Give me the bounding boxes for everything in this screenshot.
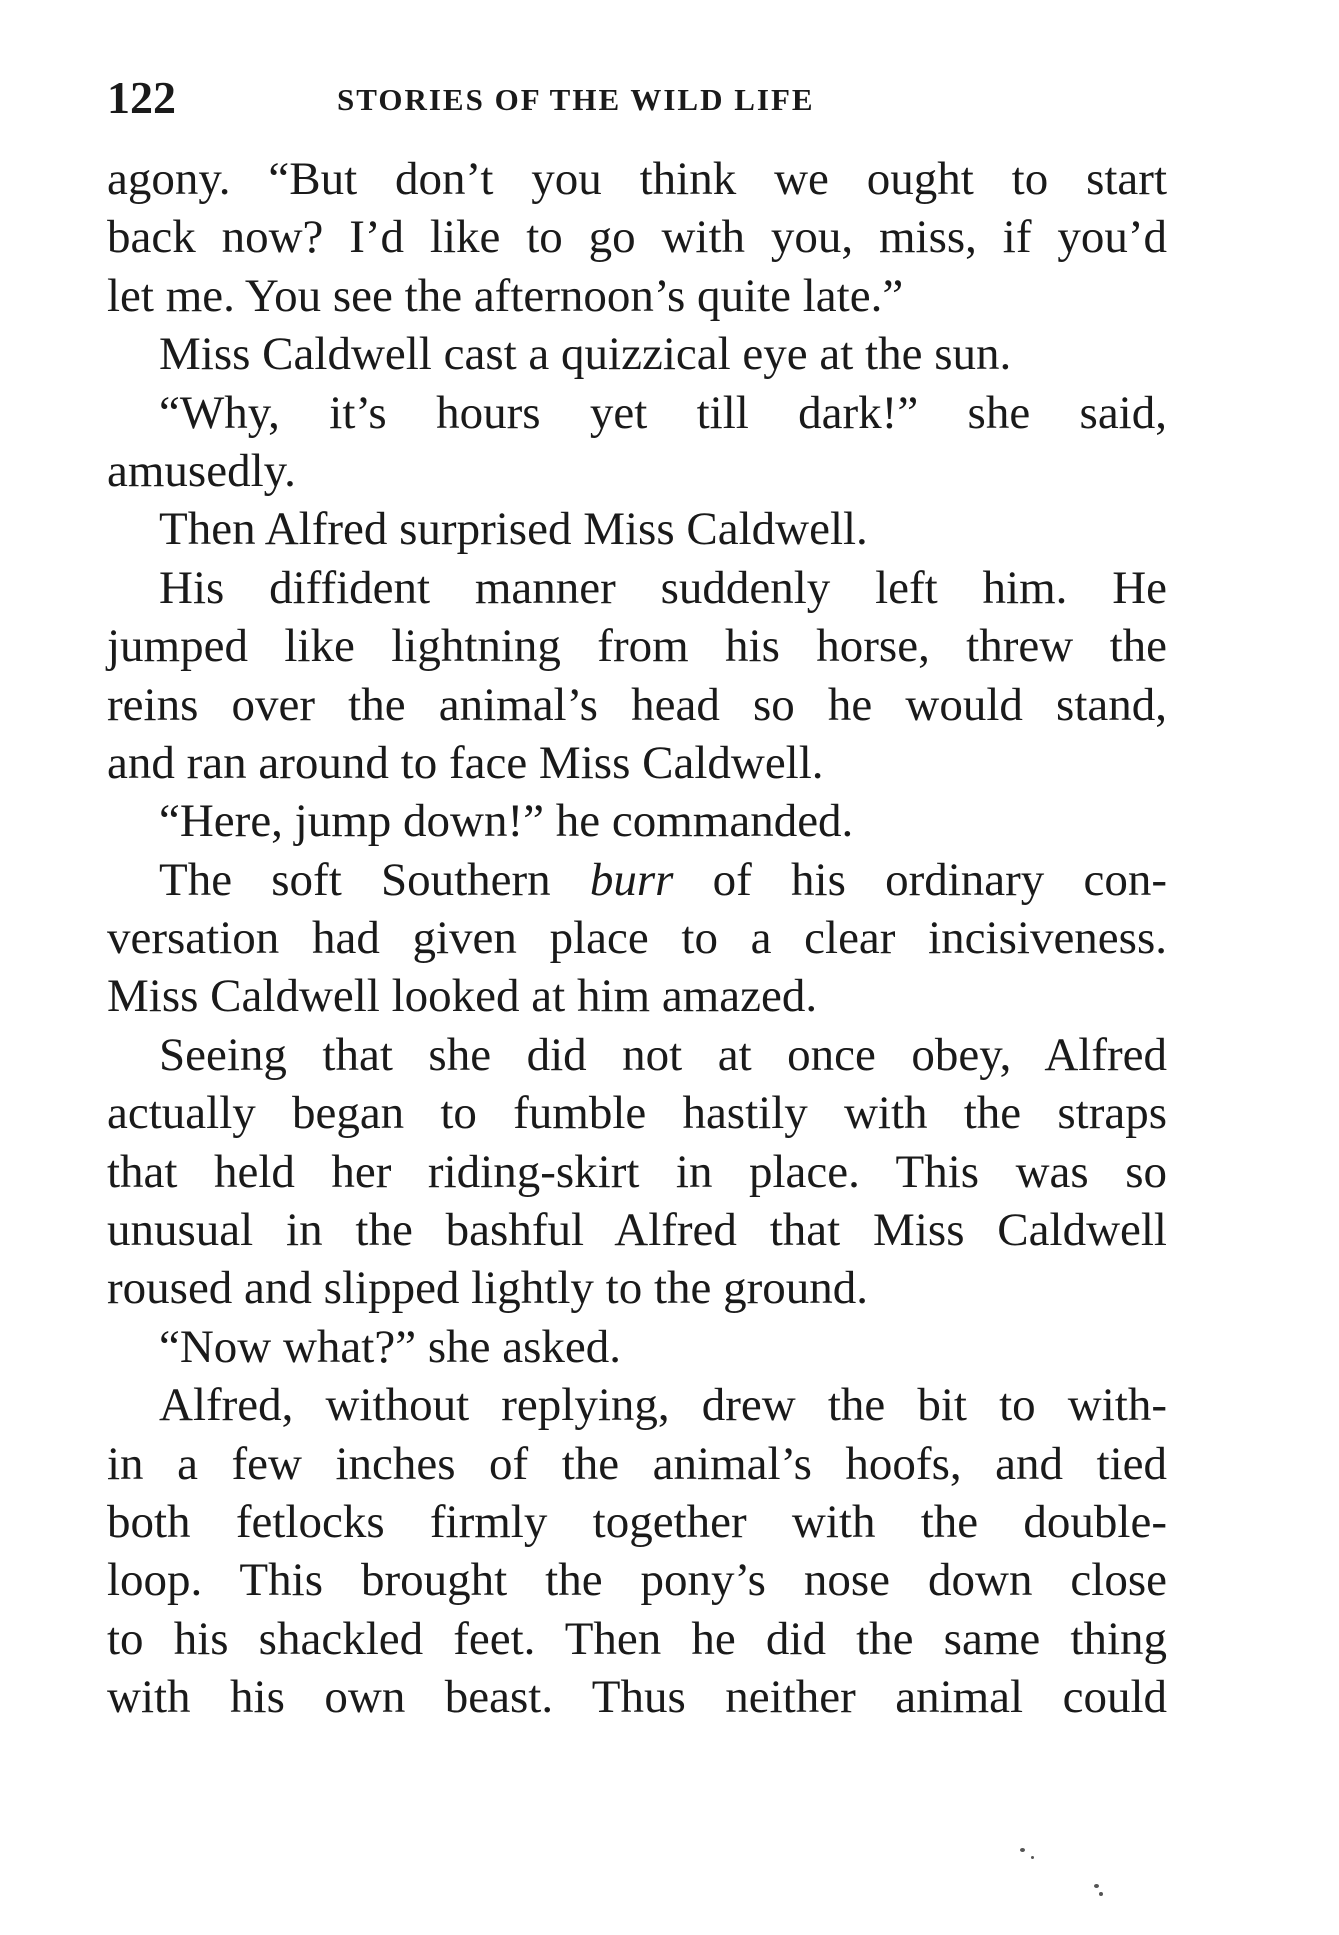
line-text: with his own beast. Thus neither animal could [107, 1671, 1167, 1724]
page-number: 122 [107, 72, 176, 123]
text-line [107, 1551, 1167, 1609]
scan-speck [1020, 1848, 1025, 1852]
text-line [107, 150, 1167, 208]
line-text: to his shackled feet. Then he did the same thing [107, 1612, 1167, 1665]
line-text: reins over the animal’s head so he would stand, [107, 678, 1167, 731]
running-head [107, 68, 1167, 128]
text-line [107, 325, 1167, 383]
text-line [107, 559, 1167, 617]
running-title: STORIES OF THE WILD LIFE [337, 82, 815, 117]
line-text: that held her riding-skirt in place. This was so [107, 1145, 1167, 1198]
text-line [107, 1376, 1167, 1434]
line-text: loop. This brought the pony’s nose down close [107, 1554, 1167, 1607]
scan-speck [1094, 1884, 1099, 1888]
body-text [107, 150, 1167, 1727]
text-line [107, 208, 1167, 266]
line-text: Seeing that she did not at once obey, Alfred [159, 1028, 1167, 1081]
line-text: and ran around to face Miss Caldwell. [107, 736, 824, 789]
line-text: Miss Caldwell cast a quizzical eye at the sun. [159, 328, 1012, 381]
line-text: Then Alfred surprised Miss Caldwell. [159, 503, 868, 556]
line-text: jumped like lightning from his horse, threw the [107, 620, 1167, 673]
text-line [107, 1435, 1167, 1493]
text-line [107, 617, 1167, 675]
line-text: actually began to fumble hastily with the straps [107, 1087, 1167, 1140]
line-text: in a few inches of the animal’s hoofs, and tied [107, 1437, 1167, 1490]
line-text: back now? I’d like to go with you, miss, if you’d [107, 211, 1167, 264]
text-line [107, 734, 1167, 792]
line-text: Alfred, without replying, drew the bit to with- [159, 1379, 1167, 1432]
text-line [107, 1493, 1167, 1551]
line-text: both fetlocks firmly together with the double- [107, 1495, 1167, 1548]
text-line [107, 909, 1167, 967]
line-text: “Why, it’s hours yet till dark!” she said, [159, 386, 1167, 439]
text-line [107, 676, 1167, 734]
line-text: The soft Southern [159, 853, 590, 906]
scan-speck [1031, 1856, 1034, 1859]
text-line [107, 1201, 1167, 1259]
text-line [107, 500, 1167, 558]
line-text: let me. You see the afternoon’s quite late.” [107, 269, 904, 322]
text-line [107, 1026, 1167, 1084]
italic-word: burr [589, 853, 674, 906]
line-text: of his ordinary con- [673, 853, 1168, 906]
text-line [107, 967, 1167, 1025]
text-line [107, 1318, 1167, 1376]
line-text: agony. “But don’t you think we ought to start [107, 153, 1167, 205]
line-text: “Now what?” she asked. [159, 1320, 621, 1373]
text-line [107, 1668, 1167, 1726]
line-text: amusedly. [107, 444, 296, 497]
line-text: versation had given place to a clear incisiveness. [107, 912, 1167, 965]
text-line [107, 851, 1167, 909]
text-line [107, 384, 1167, 442]
line-text: roused and slipped lightly to the ground. [107, 1262, 869, 1315]
text-line [107, 442, 1167, 500]
line-text: unusual in the bashful Alfred that Miss Caldwell [107, 1204, 1167, 1257]
text-line [107, 1610, 1167, 1668]
line-text: “Here, jump down!” he commanded. [159, 795, 854, 848]
scan-speck [1099, 1892, 1103, 1896]
text-line [107, 792, 1167, 850]
line-text: His diffident manner suddenly left him. He [159, 561, 1167, 614]
text-line [107, 1259, 1167, 1317]
line-text: Miss Caldwell looked at him amazed. [107, 970, 818, 1023]
text-line [107, 267, 1167, 325]
text-line [107, 1084, 1167, 1142]
text-line [107, 1143, 1167, 1201]
